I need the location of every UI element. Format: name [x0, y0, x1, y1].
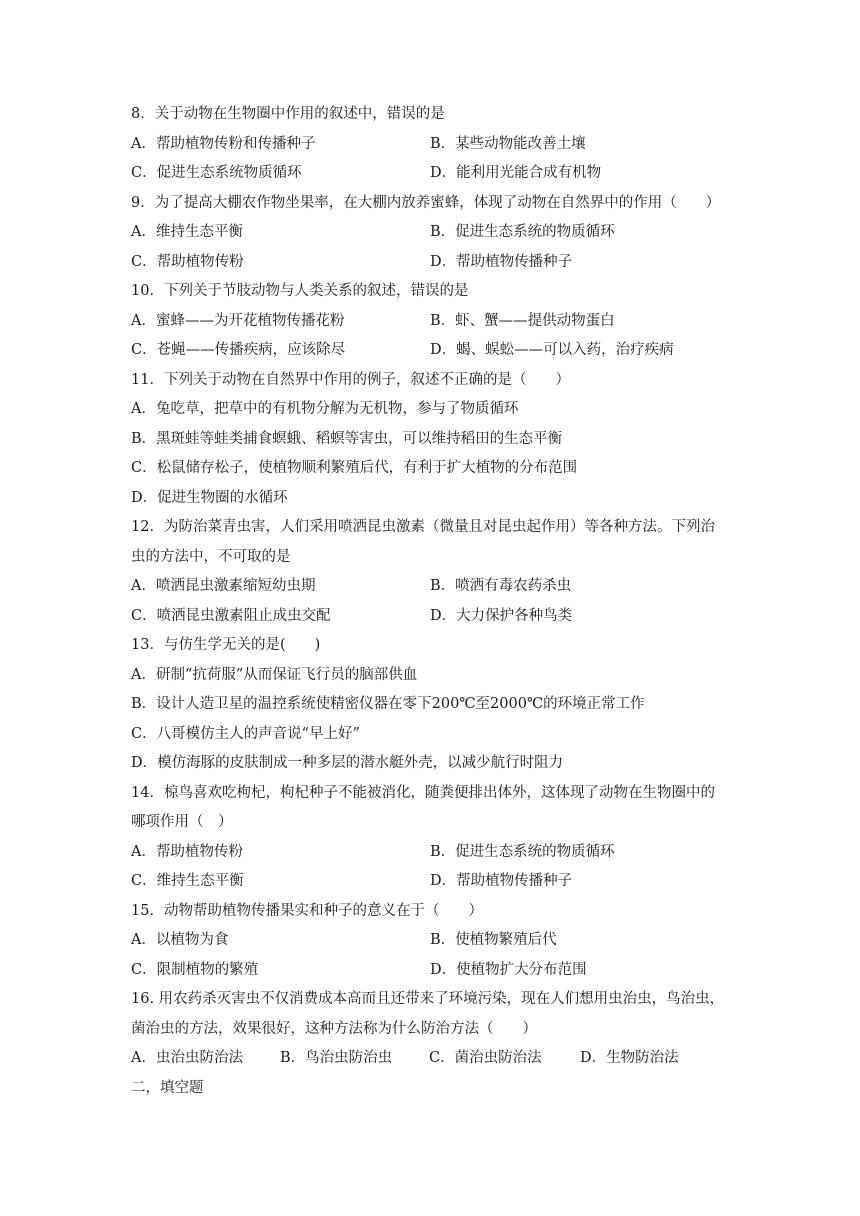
question-stem: 菌治虫的方法，效果很好，这种方法称为什么防治方法（ ）: [131, 1020, 537, 1037]
answer-option: A．帮助植物传粉和传播种子: [131, 135, 316, 152]
answer-option: D．模仿海豚的皮肤制成一种多层的潜水艇外壳，以减少航行时阻力: [131, 755, 564, 771]
question-stem: 8．关于动物在生物圈中作用的叙述中，错误的是: [131, 106, 445, 122]
answer-option: C．苍蝇——传播疾病，应该除尽: [131, 342, 346, 358]
question-stem: 9．为了提高大棚农作物坐果率，在大棚内放养蜜蜂，体现了动物在自然界中的作用（ ）: [131, 194, 721, 211]
answer-option: A．蜜蜂——为开花植物传播花粉: [131, 312, 345, 329]
answer-option: A．研制“抗荷服”从而保证飞行员的脑部供血: [131, 666, 418, 683]
option-row: [0, 602, 860, 632]
answer-option: B．设计人造卫星的温控系统使精密仪器在零下200℃至2000℃的环境正常工作: [131, 696, 645, 712]
option-row: [0, 336, 860, 366]
option-row: [0, 572, 860, 602]
option-row: [0, 1044, 860, 1074]
question-stem: 15．动物帮助植物传播果实和种子的意义在于（ ）: [131, 902, 483, 919]
answer-option: A．兔吃草，把草中的有机物分解为无机物，参与了物质循环: [131, 401, 519, 417]
answer-option: B．鸟治虫防治虫: [280, 1050, 393, 1066]
question-stem: 10．下列关于节肢动物与人类关系的叙述，错误的是: [131, 283, 469, 299]
option-row: [0, 248, 860, 278]
answer-option: B．促进生态系统的物质循环: [430, 843, 615, 860]
answer-option: D．使植物扩大分布范围: [430, 961, 587, 978]
question-stem: 16. 用农药杀灭害虫不仅消费成本高而且还带来了环境污染，现在人们想用虫治虫，鸟治虫，: [131, 991, 725, 1007]
answer-option: B．虾、蟹——提供动物蛋白: [430, 312, 615, 329]
question-stem: 11．下列关于动物在自然界中作用的例子，叙述不正确的是（ ）: [131, 371, 570, 388]
question-stem: 哪项作用（ ）: [131, 814, 233, 830]
answer-option: A．维持生态平衡: [131, 224, 243, 240]
option-row: [0, 130, 860, 160]
answer-option: B．某些动物能改善土壤: [430, 135, 586, 152]
answer-option: B．喷洒有毒农药杀虫: [430, 578, 572, 594]
answer-option: D．帮助植物传播种子: [430, 253, 573, 270]
answer-option: C．促进生态系统物质循环: [131, 165, 302, 181]
answer-option: D．大力保护各种鸟类: [430, 607, 573, 624]
answer-option: D．能利用光能合成有机物: [430, 165, 602, 181]
section-heading: 二，填空题: [131, 1079, 204, 1096]
answer-option: C．帮助植物传粉: [131, 253, 244, 270]
answer-option: B．黑斑蛙等蛙类捕食螟蛾、稻螟等害虫，可以维持稻田的生态平衡: [131, 430, 563, 447]
answer-option: C．菌治虫防治法: [429, 1050, 542, 1066]
option-row: [0, 926, 860, 956]
answer-option: A．喷洒昆虫激素缩短幼虫期: [131, 578, 316, 594]
option-row: [0, 956, 860, 986]
answer-option: A．以植物为食: [131, 932, 229, 948]
option-row: [0, 307, 860, 337]
answer-option: D．帮助植物传播种子: [430, 873, 573, 889]
answer-option: C．维持生态平衡: [131, 873, 244, 889]
answer-option: A．帮助植物传粉: [131, 843, 243, 860]
option-row: [0, 838, 860, 868]
option-row: [0, 159, 860, 189]
answer-option: C．八哥模仿主人的声音说“早上好”: [131, 725, 360, 742]
answer-option: D．促进生物圈的水循环: [131, 489, 288, 506]
option-row: [0, 867, 860, 897]
answer-option: D．生物防治法: [580, 1050, 679, 1066]
answer-option: B．促进生态系统的物质循环: [430, 224, 615, 240]
answer-option: C．松鼠储存松子，使植物顺利繁殖后代，有利于扩大植物的分布范围: [131, 460, 578, 476]
answer-option: C．限制植物的繁殖: [131, 961, 259, 978]
option-row: [0, 218, 860, 248]
question-stem: 13．与仿生学无关的是( ): [131, 637, 321, 653]
exam-document: [0, 100, 860, 1103]
question-stem: 虫的方法中，不可取的是: [131, 548, 291, 565]
answer-option: A．虫治虫防治法: [131, 1050, 243, 1066]
answer-option: D．蝎、蜈蚣——可以入药，治疗疾病: [430, 342, 674, 358]
answer-option: C．喷洒昆虫激素阻止成虫交配: [131, 607, 331, 624]
question-stem: 12．为防治菜青虫害，人们采用喷洒昆虫激素（微量且对昆虫起作用）等各种方法。下列治: [131, 519, 715, 535]
answer-option: B．使植物繁殖后代: [430, 932, 557, 948]
question-stem: 14．椋鸟喜欢吃枸杞，枸杞种子不能被消化，随粪便排出体外，这体现了动物在生物圈中的: [131, 784, 715, 801]
